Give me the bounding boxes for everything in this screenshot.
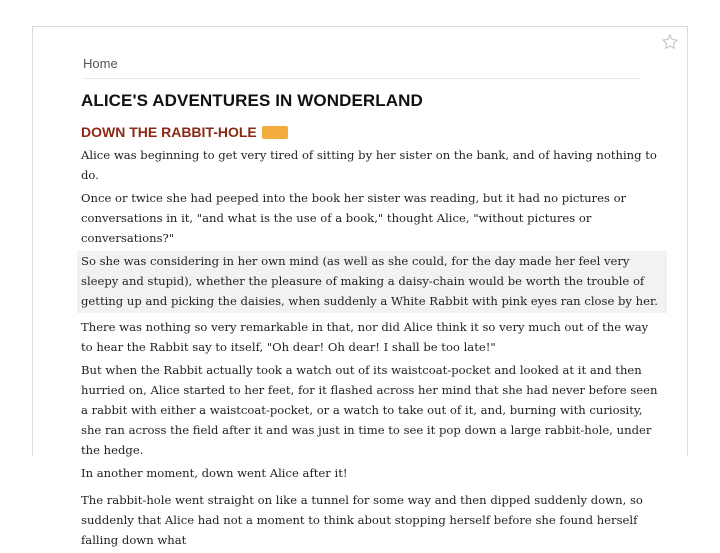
paragraph: Once or twice she had peeped into the book her sister was reading, but it had no pictures or conversations in it, "and what is the use of a book," thought Alice, "without pictures or conversations?" [81,191,627,245]
chapter-title: DOWN THE RABBIT-HOLE [81,124,257,140]
paragraph: But when the Rabbit actually took a watch out of its waistcoat-pocket and looked at it and then hurried on, Alice started to her feet, for it flashed across her mind that she had never before seen a rabbit with either a waistcoat-pocket, or a watch to take out of it, and, burning with curiosity, she ran across the field after it and was just in time to see it pop down a large rabbit-hole, under the hedge. [81,363,658,457]
breadcrumb-home-link[interactable]: Home [83,56,118,71]
paragraph: There was nothing so very remarkable in that, nor did Alice think it so very much out of the way to hear the Rabbit say to itself, "Oh dear! Oh dear! I shall be too late!" [81,320,649,354]
paragraph: Alice was beginning to get very tired of sitting by her sister on the bank, and of having nothing to do. [81,148,657,182]
paragraph: The rabbit-hole went straight on like a tunnel for some way and then dipped suddenly down, so suddenly that Alice had not a moment to think about stopping herself before she found herself falling down what [81,493,643,547]
reader-page [32,26,688,547]
book-title: ALICE'S ADVENTURES IN WONDERLAND [81,91,423,110]
chapter-tag-badge [262,126,288,139]
star-icon[interactable] [661,33,679,51]
breadcrumb [83,56,639,79]
chapter-content [81,145,663,553]
highlighted-paragraph: So she was considering in her own mind (as well as she could, for the day made her feel very sleepy and stupid), whether the pleasure of making a daisy-chain would be worth the trouble of getting up and picking the daisies, when suddenly a White Rabbit with pink eyes ran close by her. [77,251,667,313]
paragraph: In another moment, down went Alice after it! [81,466,348,480]
chapter-heading [81,124,288,140]
